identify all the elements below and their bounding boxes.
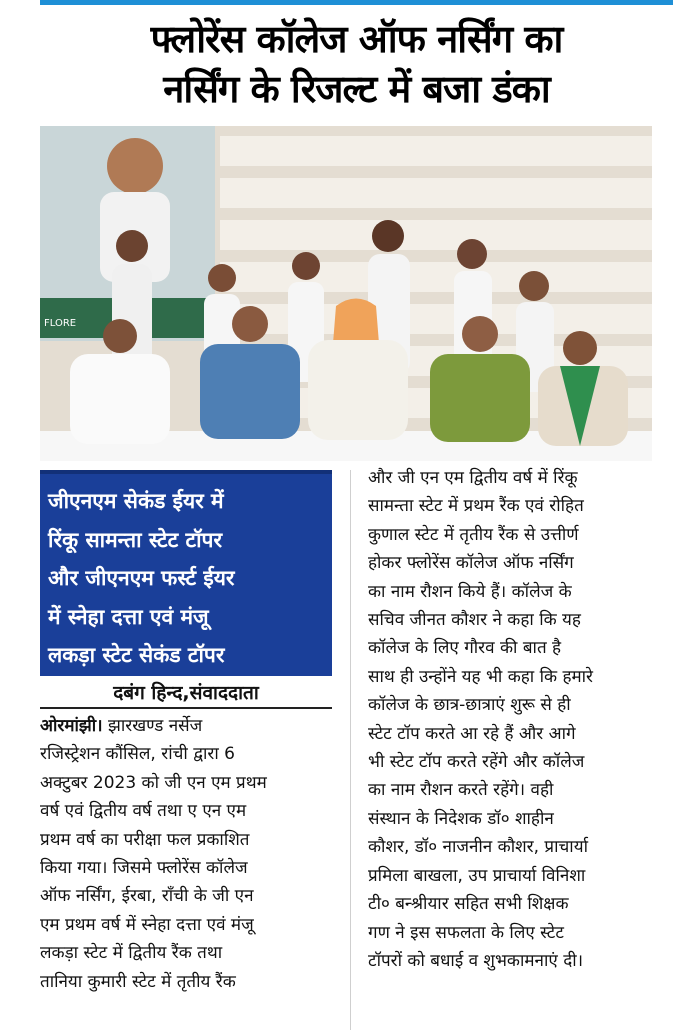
article-line: स्टेट टॉप करते आ रहे हैं और आगे: [368, 723, 576, 744]
article-line: [40, 712, 332, 740]
highlight-line-2: रिंकू सामन्ता स्टेट टॉपर: [48, 527, 223, 552]
article-column-left: [40, 712, 332, 996]
article-line: प्रथम वर्ष का परीक्षा फल प्रकाशित: [40, 829, 250, 850]
headline-line-2: नर्सिंग के रिजल्ट में बजा डंका: [163, 67, 550, 111]
article-line: कॉलेज के लिए गौरव की बात है: [368, 638, 562, 659]
article-line: कौशर, डॉ० नाजनीन कौशर, प्राचार्या: [368, 837, 588, 858]
article-line: सचिव जीनत कौशर ने कहा कि यह: [368, 610, 581, 631]
article-line-1-rest: झारखण्ड नर्सेज: [102, 716, 203, 736]
article-line: होकर फ्लोरेंस कॉलेज ऑफ नर्सिंग: [368, 553, 574, 574]
column-divider: [350, 470, 351, 1030]
article-line: संस्थान के निदेशक डॉ० शाहीन: [368, 808, 554, 829]
article-line: तानिया कुमारी स्टेट में तृतीय रैंक: [40, 971, 236, 992]
highlight-box: [40, 470, 332, 676]
article-line: अक्टुबर 2023 को जी एन एम प्रथम: [40, 772, 267, 793]
group-photo-icon: [40, 126, 652, 461]
article-line: कॉलेज के छात्र-छात्राएं शुरू से ही: [368, 695, 571, 716]
article-line: का नाम रौशन करते रहेंगे। वही: [368, 780, 554, 801]
article-line: सामन्ता स्टेट में प्रथम रैंक एवं रोहित: [368, 496, 584, 517]
article-line: का नाम रौशन किये हैं। कॉलेज के: [368, 581, 572, 602]
article-line: और जी एन एम द्वितीय वर्ष में रिंकू: [368, 468, 578, 488]
article-line: ऑफ नर्सिंग, ईरबा, राँची के जी एन: [40, 886, 254, 907]
article-line: रजिस्ट्रेशन कौंसिल, रांची द्वारा 6: [40, 744, 235, 765]
highlight-line-5: लकड़ा स्टेट सेकंड टॉपर: [48, 643, 225, 667]
highlight-line-4: में स्नेहा दत्ता एवं मंजू: [48, 604, 209, 629]
headline-line-1: फ्लोरेंस कॉलेज ऑफ नर्सिंग का: [150, 17, 563, 61]
article-line: किया गया। जिसमे फ्लोरेंस कॉलेज: [40, 858, 248, 879]
poster-banner-text: FLORE: [44, 318, 77, 329]
highlight-line-1: जीएनएम सेकंड ईयर में: [48, 489, 224, 513]
article-line: प्रमिला बाखला, उप प्राचार्या विनिशा: [368, 865, 586, 886]
highlight-line-3: और जीएनएम फर्स्ट ईयर: [48, 566, 235, 590]
article-line: वर्ष एवं द्वितीय वर्ष तथा ए एन एम: [40, 801, 247, 822]
article-line: लकड़ा स्टेट में द्वितीय रैंक तथा: [40, 943, 223, 964]
article-column-right: [368, 464, 658, 975]
top-accent-bar: [40, 0, 673, 5]
article-line: कुणाल स्टेट में तृतीय रैंक से उत्तीर्ण: [368, 524, 579, 545]
article-line: टॉपरों को बधाई व शुभकामनाएं दी।: [368, 950, 584, 971]
article-line: साथ ही उन्होंने यह भी कहा कि हमारे: [368, 666, 594, 687]
byline: दबंग हिन्द,संवाददाता: [113, 682, 259, 704]
byline-divider: [40, 707, 332, 709]
dateline: ओरमांझी।: [40, 716, 103, 736]
article-line: भी स्टेट टॉप करते रहेंगे और कॉलेज: [368, 752, 585, 773]
article-line: टी० बन्श्रीयार सहित सभी शिक्षक: [368, 894, 569, 915]
headline: [40, 14, 673, 114]
article-line: एम प्रथम वर्ष में स्नेहा दत्ता एवं मंजू: [40, 914, 254, 935]
article-line: गण ने इस सफलता के लिए स्टेट: [368, 922, 564, 943]
group-photo: [40, 126, 652, 461]
